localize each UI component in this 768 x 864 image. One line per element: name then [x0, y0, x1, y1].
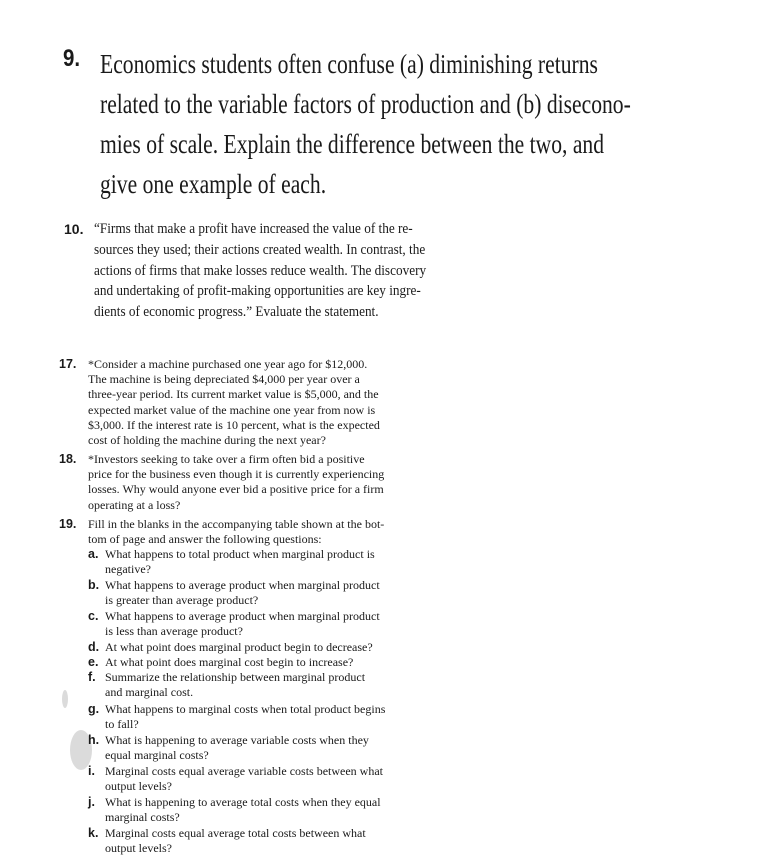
text-line: to fall?	[105, 717, 139, 731]
text-line: What happens to average product when marginal product	[105, 609, 380, 623]
question-number: 9.	[63, 45, 81, 72]
subquestion-letter: f.	[88, 670, 96, 684]
text-line: $3,000. If the interest rate is 10 percent, what is the expected	[88, 417, 380, 432]
text-line: At what point does marginal product begin to decrease?	[105, 640, 373, 654]
subquestion-letter: e.	[88, 655, 99, 669]
text-line: Fill in the blanks in the accompanying table shown at the bot-	[88, 517, 385, 531]
scan-smudge	[62, 690, 68, 708]
text-line: cost of holding the machine during the next year?	[88, 433, 326, 448]
text-line: and marginal cost.	[105, 685, 194, 699]
text-line: What happens to total product when marginal product is	[105, 547, 375, 561]
text-line: is less than average product?	[105, 624, 243, 638]
question-number: 18.	[59, 452, 77, 466]
text-line: related to the variable factors of production and (b) disecono-	[100, 89, 631, 119]
question-text	[88, 452, 384, 513]
text-line: *Consider a machine purchased one year ago for $12,000.	[88, 357, 368, 371]
subquestion-letter: h.	[88, 733, 100, 747]
subquestion-letter: b.	[88, 578, 100, 592]
subquestion-letter: c.	[88, 609, 99, 623]
text-line: mies of scale. Explain the difference between the two, and	[100, 129, 605, 159]
text-line: give one example of each.	[100, 169, 327, 199]
text-line: output levels?	[105, 779, 172, 793]
subquestion-letter: i.	[88, 764, 95, 778]
text-line: Marginal costs equal average total costs between what	[105, 826, 366, 840]
question-number: 19.	[59, 517, 77, 531]
question-number: 17.	[59, 357, 77, 371]
text-line: Economics students often confuse (a) diminishing returns	[100, 49, 598, 79]
question-text	[94, 219, 455, 323]
text-line: What is happening to average total costs when they equal	[105, 795, 381, 809]
text-line: losses. Why would anyone ever bid a positive price for a firm	[88, 482, 384, 497]
text-line: marginal costs?	[105, 810, 180, 824]
text-line: expected market value of the machine one year from now is	[88, 402, 376, 417]
subquestion-letter: j.	[88, 795, 95, 809]
subquestion-letter: a.	[88, 547, 99, 561]
text-line: actions of firms that make losses reduce wealth. The discovery	[94, 262, 427, 279]
text-line: output levels?	[105, 841, 172, 855]
text-line: operating at a loss?	[88, 497, 181, 512]
text-line: What is happening to average variable costs when they	[105, 733, 369, 747]
text-line: negative?	[105, 562, 151, 576]
text-line: equal marginal costs?	[105, 748, 209, 762]
text-line: Summarize the relationship between marginal product	[105, 670, 366, 684]
text-line: tom of page and answer the following questions:	[88, 532, 322, 547]
subquestion-letter: g.	[88, 702, 100, 716]
text-line: three-year period. Its current market value is $5,000, and the	[88, 387, 379, 402]
text-line: is greater than average product?	[105, 593, 259, 607]
text-line: dients of economic progress.” Evaluate the statement.	[94, 304, 379, 321]
text-line: At what point does marginal cost begin to increase?	[105, 655, 354, 669]
text-line: *Investors seeking to take over a firm often bid a positive	[88, 452, 365, 466]
text-line: “Firms that make a profit have increased the value of the re-	[94, 221, 413, 237]
subquestion-letter: d.	[88, 640, 100, 654]
text-line: Marginal costs equal average variable costs between what	[105, 764, 384, 778]
question-text	[100, 44, 764, 204]
text-line: sources they used; their actions created wealth. In contrast, the	[94, 241, 426, 258]
question-number: 10.	[64, 221, 84, 237]
text-line: and undertaking of profit-making opportunities are key ingre-	[94, 283, 421, 300]
subquestion-letter: k.	[88, 826, 99, 840]
text-line: What happens to average product when marginal product	[105, 578, 380, 592]
text-line: What happens to marginal costs when total product begins	[105, 702, 386, 716]
question-text	[88, 357, 380, 448]
question-text	[88, 517, 384, 547]
text-line: The machine is being depreciated $4,000 per year over a	[88, 372, 360, 387]
text-line: price for the business even though it is currently experiencing	[88, 467, 385, 482]
